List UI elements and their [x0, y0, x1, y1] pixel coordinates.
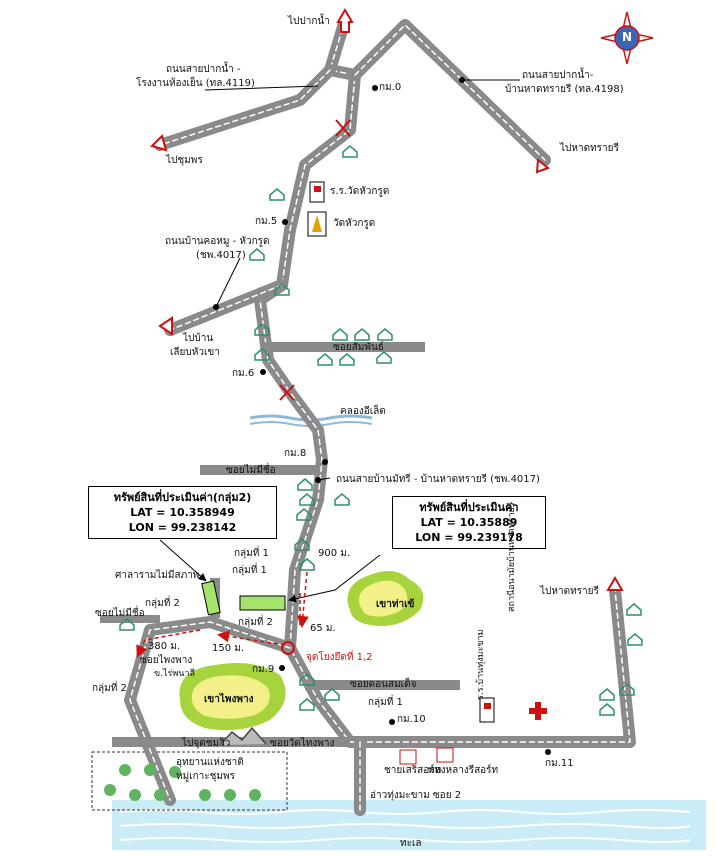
- label-to-lianhuakhao-2: เลียบหัวเขา: [170, 347, 220, 358]
- label-road-4119: ถนนสายปากน้ำ -: [166, 64, 241, 75]
- property-box-2-lat: LAT = 10.35889: [420, 516, 518, 529]
- label-to-paknam: ไปปากน้ำ: [288, 16, 330, 27]
- label-to-hatsairee-right: ไปหาดทรายรี: [540, 586, 599, 597]
- property-box-1-lon: LON = 99.238142: [128, 521, 237, 534]
- label-ao-thungmakham: อ่าวทุ่งมะขาม ซอย 2: [370, 790, 462, 801]
- property-box-2-lon: LON = 99.239178: [415, 531, 523, 544]
- label-group-1b: กลุ่มที่ 1: [232, 565, 267, 576]
- label-dist-150: 150 ม.: [212, 643, 245, 654]
- property-box-1-lat: LAT = 10.358949: [130, 506, 235, 519]
- property-box-1: [88, 486, 277, 539]
- compass-north-label: N: [622, 30, 633, 44]
- label-national-park: อุทยานแห่งชาติ: [176, 757, 244, 768]
- label-dist-380: 380 ม.: [148, 641, 181, 652]
- label-road-4017-2: (ชพ.4017): [196, 250, 246, 261]
- label-shrine: ศาลารามไม่มีสภาพ: [115, 570, 200, 581]
- label-national-park-2: หมู่เกาะชุมพร: [176, 771, 235, 782]
- label-road-4198-2: บ้านหาดทรายรี (ทล.4198): [505, 84, 624, 95]
- label-km8: กม.8: [284, 448, 307, 459]
- label-group-1c: กลุ่มที่ 1: [368, 697, 403, 708]
- label-km9: กม.9: [252, 664, 275, 675]
- label-road-4198: ถนนสายปากน้ำ-: [522, 70, 594, 81]
- label-group-1a: กลุ่มที่ 1: [234, 548, 269, 559]
- property-site-1: [240, 596, 285, 610]
- label-soi-wat-phaiphang: ซอยวัดไทงพาง: [270, 738, 335, 749]
- temple-icon: [308, 212, 326, 236]
- hospital-cross-icon: [529, 702, 547, 720]
- label-soi-no-name: ซอยไม่มีชื่อ: [226, 465, 276, 476]
- school-flag-icon-2: [480, 698, 494, 722]
- label-km0: กม.0: [379, 82, 402, 93]
- label-resort-1: ชายเสริสอร์ท: [384, 765, 442, 776]
- label-to-viewpoint: ไปจุดชมวิว: [182, 738, 231, 749]
- property-box-2-title: ทรัพย์สินที่ประเมินค่า: [419, 501, 519, 514]
- label-rai-phanee: ข.ไร่พนาลี: [154, 669, 196, 679]
- label-to-chumphon: ไปชุมพร: [166, 155, 203, 166]
- label-km6: กม.6: [232, 368, 255, 379]
- property-box-1-title: ทรัพย์สินที่ประเมินค่า(กลุ่ม2): [113, 491, 252, 504]
- label-resort-2: ทองหลางรีสอร์ท: [428, 765, 499, 776]
- label-hill-phaiphang: เขาไพงพาง: [204, 694, 254, 705]
- label-hospital: สถานีอนามัยบ้านหาดทรายรี: [507, 502, 517, 612]
- label-road-4119-2: โรงงานห้องเย็น (ทล.4119): [136, 78, 255, 89]
- label-group-2a: กลุ่มที่ 2: [145, 598, 180, 609]
- label-temple: วัดหัวกรูด: [333, 218, 376, 229]
- label-dist-900: 900 ม.: [318, 548, 351, 559]
- label-km11: กม.11: [545, 758, 574, 769]
- label-hill-kho-tha-khe: เขาท่าเข้: [376, 599, 415, 610]
- label-dist-65: 65 ม.: [310, 623, 336, 634]
- label-reference-point: จุดโยงยึดที่ 1,2: [306, 652, 373, 663]
- label-km5: กม.5: [255, 216, 278, 227]
- label-to-lianhuakhao: ไปบ้าน: [183, 333, 214, 344]
- label-canal: คลองอีเล็ต: [340, 406, 386, 417]
- label-soi-phaiphang: ซอยไพงพาง: [140, 655, 193, 666]
- property-box-2: [392, 496, 546, 549]
- label-school-2: ร.ร.บ้านทุ่งมะขาม: [476, 629, 486, 700]
- label-soi-donsomdet: ซอยดอนสมเด็จ: [350, 679, 417, 690]
- label-group-2c: กลุ่มที่ 2: [92, 683, 127, 694]
- label-soi-somphan: ซอยสัมพันธ์: [333, 342, 384, 353]
- label-road-4017: ถนนบ้านคอหมู - หัวกรูด: [165, 236, 270, 247]
- resort-icon: [400, 748, 453, 764]
- label-km10: กม.10: [397, 714, 426, 725]
- label-sea: ทะเล: [400, 838, 422, 849]
- school-flag-icon: [310, 182, 324, 202]
- label-to-hatsairee-top: ไปหาดทรายรี: [560, 143, 619, 154]
- label-group-2b: กลุ่มที่ 2: [238, 617, 273, 628]
- label-road-4017-b: ถนนสายบ้านมัทรี - บ้านหาดทรายรี (ชพ.4017): [336, 474, 540, 485]
- label-school: ร.ร.วัดหัวกรูด: [330, 186, 390, 197]
- label-soi-no-name-2: ซอยไม่มีชื่อ: [95, 608, 145, 619]
